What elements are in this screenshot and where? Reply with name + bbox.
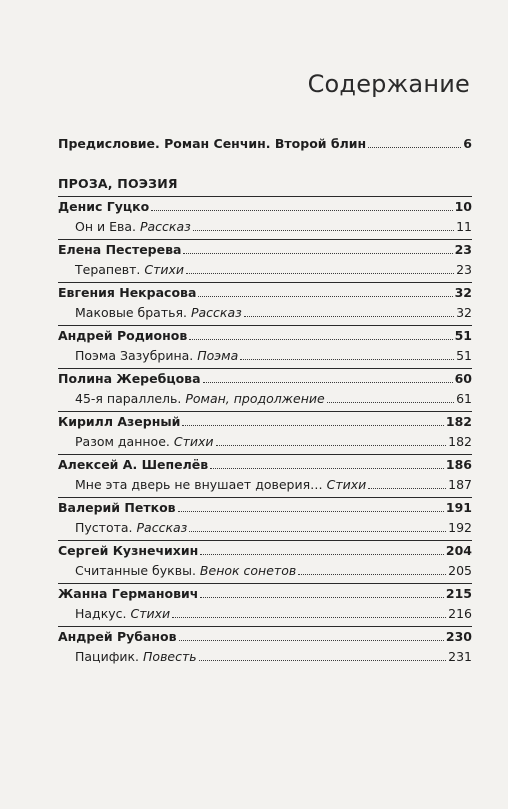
work-text	[75, 649, 197, 664]
work-title: Разом данное.	[75, 434, 170, 449]
work-page: 51	[456, 348, 472, 363]
toc-entry	[58, 497, 472, 540]
work-title: Мне эта дверь не внушает доверия…	[75, 477, 323, 492]
work-text	[75, 434, 214, 449]
work-text	[75, 563, 296, 578]
author-row[interactable]	[58, 326, 472, 348]
toc-entry	[58, 583, 472, 626]
dot-leader	[178, 511, 444, 512]
author-page: 51	[454, 328, 472, 343]
toc-entry	[58, 454, 472, 497]
work-genre: Стихи	[130, 606, 171, 621]
author-page: 215	[445, 586, 472, 601]
work-title: Пустота.	[75, 520, 133, 535]
author-name: Евгения Некрасова	[58, 285, 197, 300]
dot-leader	[368, 488, 446, 489]
author-name: Полина Жеребцова	[58, 371, 201, 386]
work-page: 187	[448, 477, 472, 492]
work-text	[75, 305, 242, 320]
work-genre: Роман, продолжение	[185, 391, 325, 406]
dot-leader	[189, 339, 452, 340]
dot-leader	[210, 468, 444, 469]
work-text	[75, 477, 366, 492]
author-name: Денис Гуцко	[58, 199, 150, 214]
toc-entry	[58, 368, 472, 411]
dot-leader	[189, 531, 446, 532]
work-row[interactable]	[58, 477, 472, 497]
work-genre: Поэма	[197, 348, 239, 363]
author-page: 10	[454, 199, 472, 214]
author-row[interactable]	[58, 369, 472, 391]
toc-entry	[58, 239, 472, 282]
work-genre: Рассказ	[190, 305, 242, 320]
author-row[interactable]	[58, 498, 472, 520]
work-row[interactable]	[58, 649, 472, 669]
author-row[interactable]	[58, 584, 472, 606]
author-page: 60	[454, 371, 472, 386]
work-title: Считанные буквы.	[75, 563, 196, 578]
dot-leader	[172, 617, 446, 618]
toc-entry	[58, 325, 472, 368]
work-title: Терапевт.	[75, 262, 141, 277]
work-title: Пацифик.	[75, 649, 140, 664]
author-name: Кирилл Азерный	[58, 414, 181, 429]
author-name: Жанна Германович	[58, 586, 199, 601]
author-page: 186	[445, 457, 472, 472]
author-row[interactable]	[58, 541, 472, 563]
work-row[interactable]	[58, 262, 472, 282]
work-title: Поэма Зазубрина.	[75, 348, 194, 363]
toc-entry	[58, 411, 472, 454]
dot-leader	[200, 597, 444, 598]
author-page: 32	[454, 285, 472, 300]
work-genre: Стихи	[326, 477, 367, 492]
dot-leader	[244, 316, 454, 317]
work-page: 216	[448, 606, 472, 621]
work-genre: Повесть	[143, 649, 197, 664]
work-page: 61	[456, 391, 472, 406]
work-title: Он и Ева.	[75, 219, 136, 234]
work-page: 205	[448, 563, 472, 578]
entries-list	[58, 196, 472, 669]
work-genre: Стихи	[144, 262, 185, 277]
dot-leader	[216, 445, 447, 446]
work-text	[75, 391, 325, 406]
author-page: 182	[445, 414, 472, 429]
work-row[interactable]	[58, 606, 472, 626]
toc-entry	[58, 540, 472, 583]
author-row[interactable]	[58, 197, 472, 219]
author-row[interactable]	[58, 627, 472, 649]
author-row[interactable]	[58, 455, 472, 477]
work-text	[75, 262, 184, 277]
author-name: Валерий Петков	[58, 500, 176, 515]
dot-leader	[186, 273, 454, 274]
author-page: 204	[445, 543, 472, 558]
dot-leader	[200, 554, 444, 555]
preface-text: Предисловие. Роман Сенчин. Второй блин	[58, 136, 367, 151]
work-genre: Рассказ	[139, 219, 191, 234]
toc-entry	[58, 196, 472, 239]
author-page: 191	[445, 500, 472, 515]
work-text	[75, 520, 187, 535]
table-of-contents	[58, 136, 472, 669]
work-row[interactable]	[58, 520, 472, 540]
author-name: Елена Пестерева	[58, 242, 182, 257]
dot-leader	[193, 230, 454, 231]
dot-leader	[179, 640, 444, 641]
dot-leader	[198, 296, 452, 297]
toc-entry	[58, 626, 472, 669]
work-text	[75, 219, 191, 234]
work-page: 11	[456, 219, 472, 234]
author-name: Сергей Кузнечихин	[58, 543, 199, 558]
work-genre: Стихи	[173, 434, 214, 449]
author-row[interactable]	[58, 240, 472, 262]
work-title: Надкус.	[75, 606, 127, 621]
work-row[interactable]	[58, 391, 472, 411]
dot-leader	[151, 210, 452, 211]
author-page: 230	[445, 629, 472, 644]
work-genre: Рассказ	[136, 520, 188, 535]
work-page: 231	[448, 649, 472, 664]
author-name: Андрей Рубанов	[58, 629, 177, 644]
work-page: 32	[456, 305, 472, 320]
work-row[interactable]	[58, 219, 472, 239]
work-page: 192	[448, 520, 472, 535]
author-row[interactable]	[58, 412, 472, 434]
page-title: Содержание	[307, 70, 470, 98]
dot-leader	[182, 425, 444, 426]
work-page: 23	[456, 262, 472, 277]
work-text	[75, 348, 238, 363]
work-title: 45-я параллель.	[75, 391, 182, 406]
dot-leader	[199, 660, 446, 661]
dot-leader	[183, 253, 452, 254]
work-text	[75, 606, 170, 621]
author-row[interactable]	[58, 283, 472, 305]
work-page: 182	[448, 434, 472, 449]
dot-leader	[327, 402, 454, 403]
work-genre: Венок сонетов	[199, 563, 297, 578]
author-name: Андрей Родионов	[58, 328, 188, 343]
dot-leader	[240, 359, 454, 360]
author-name: Алексей А. Шепелёв	[58, 457, 209, 472]
preface-page: 6	[463, 136, 472, 151]
dot-leader	[298, 574, 446, 575]
dot-leader	[203, 382, 453, 383]
work-row[interactable]	[58, 434, 472, 454]
work-row[interactable]	[58, 563, 472, 583]
preface-row[interactable]	[58, 136, 472, 156]
work-row[interactable]	[58, 348, 472, 368]
toc-entry	[58, 282, 472, 325]
section-heading: ПРОЗА, ПОЭЗИЯ	[58, 176, 178, 191]
work-title: Маковые братья.	[75, 305, 187, 320]
author-page: 23	[454, 242, 472, 257]
work-row[interactable]	[58, 305, 472, 325]
dot-leader	[368, 147, 461, 148]
